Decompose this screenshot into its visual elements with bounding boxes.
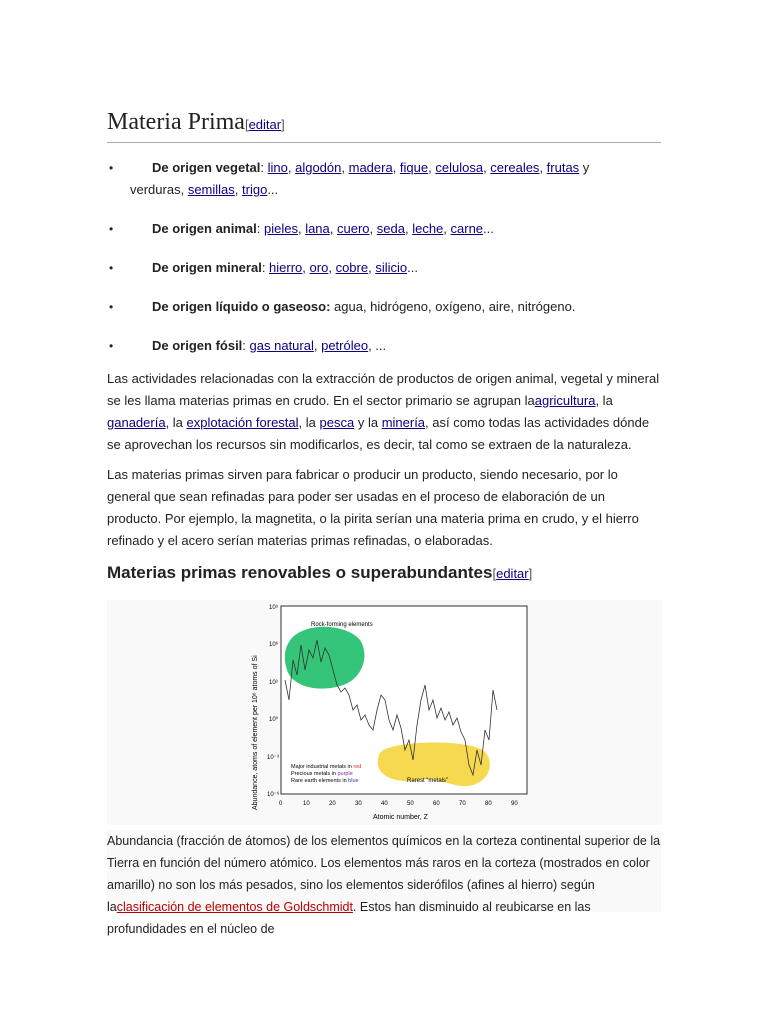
link-petroleo[interactable]: petróleo (321, 338, 369, 353)
link-pesca[interactable]: pesca (319, 415, 355, 430)
paragraph-text: , la (298, 415, 320, 430)
bracket-close: ] (281, 117, 285, 132)
edit-link[interactable]: editar (496, 566, 529, 581)
link-cobre[interactable]: cobre (335, 260, 369, 275)
link-lino[interactable]: lino (267, 160, 288, 175)
x-tick: 20 (329, 801, 336, 807)
edit-link[interactable]: editar (248, 117, 282, 132)
link-carne[interactable]: carne (450, 221, 484, 236)
x-tick: 70 (459, 801, 466, 807)
origin-label: De origen fósil (152, 338, 243, 353)
origin-label: De origen líquido o gaseoso: (152, 299, 331, 314)
link-fique[interactable]: fique (399, 160, 429, 175)
list-item-mineral: • De origen mineral: hierro, oro, cobre, silicio... (107, 257, 661, 279)
list-text: agua, hidrógeno, oxígeno, aire, nitrógeno. (330, 299, 576, 314)
origin-label: De origen animal (152, 221, 257, 236)
bracket-open: [ (244, 117, 249, 132)
legend-ree (291, 778, 359, 784)
bullet: • (109, 261, 114, 275)
rarest-metals-label: Rarest “metals” (407, 778, 449, 784)
legend-precious (291, 771, 353, 777)
link-hierro[interactable]: hierro (269, 260, 303, 275)
paragraph-actividades (107, 368, 661, 456)
link-madera[interactable]: madera (348, 160, 393, 175)
section-title: Materias primas renovables o superabundantes (107, 563, 493, 582)
y-tick: 10⁶ (269, 642, 279, 648)
link-cereales[interactable]: cereales (490, 160, 540, 175)
y-tick: 10³ (269, 680, 278, 686)
paragraph-text: Las actividades relacionadas con la extracción de productos de origen animal, vegetal y mineral se les llama materias primas en crudo. En el sector primario se agrupan la (107, 371, 660, 408)
x-tick: 80 (485, 801, 492, 807)
paragraph-text: y la (354, 415, 382, 430)
legend-color-word: red (353, 764, 362, 770)
list-item-liquido-gaseoso (107, 296, 661, 318)
section-heading-renovables (107, 560, 661, 587)
list-item-animal: • De origen animal: pieles, lana, cuero, seda, leche, carne... (107, 218, 661, 240)
y-tick: 10⁹ (269, 605, 279, 611)
rock-forming-region (285, 627, 365, 689)
figure-caption (107, 830, 661, 936)
link-algodon[interactable]: algodón (295, 160, 342, 175)
caption-text: Abundancia (fracción de átomos) de los elementos químicos en la corteza continental superior de la Tierra en función del número atómico. Los elementos más raros en la corteza (mostrados en color amarillo) no son los más pesados, sino los elementos siderófilos (afines al hierro) según la (107, 834, 661, 914)
origin-label: De origen vegetal (152, 160, 261, 175)
link-gas-natural[interactable]: gas natural (249, 338, 314, 353)
bullet: • (109, 161, 114, 175)
x-tick: 30 (355, 801, 362, 807)
bullet: • (109, 222, 114, 236)
legend-text: Major industrial metals in (291, 764, 354, 770)
link-trigo[interactable]: trigo (242, 182, 268, 197)
link-seda[interactable]: seda (376, 221, 405, 236)
link-cuero[interactable]: cuero (337, 221, 370, 236)
x-tick: 10 (303, 801, 310, 807)
link-clasificacion-goldschmidt[interactable]: clasificación de elementos de Goldschmidt (116, 900, 353, 914)
x-tick: 60 (433, 801, 440, 807)
section-title: Materia Prima (107, 109, 245, 135)
abundance-figure[interactable] (107, 600, 662, 825)
paragraph-text: , así como todas las actividades dónde se aprovechan los recursos sin modificarlos, es decir, tal como se extraen de la naturaleza. (107, 415, 650, 452)
link-explotacion-forestal[interactable]: explotación forestal (186, 415, 299, 430)
y-tick: 10⁻³ (267, 755, 279, 761)
list-text: verduras, (130, 182, 188, 197)
x-tick: 40 (381, 801, 388, 807)
edit-section-link-wrapper (245, 117, 285, 132)
x-tick: 90 (511, 801, 518, 807)
x-tick: 50 (407, 801, 414, 807)
link-agricultura[interactable]: agricultura (534, 393, 596, 408)
link-oro[interactable]: oro (309, 260, 329, 275)
list-continuation: verduras, semillas, trigo... (130, 182, 279, 197)
legend-text: Rare earth elements in (291, 778, 349, 784)
origin-label: De origen mineral (152, 260, 262, 275)
x-axis-label: Atomic number, Z (373, 814, 428, 821)
x-tick: 0 (279, 801, 283, 807)
link-silicio[interactable]: silicio (375, 260, 408, 275)
link-ganaderia[interactable]: ganadería (107, 415, 166, 430)
link-celulosa[interactable]: celulosa (435, 160, 484, 175)
bracket-open: [ (492, 566, 497, 581)
origin-list (107, 157, 661, 357)
y-tick: 10⁻⁶ (267, 792, 280, 798)
paragraph-text: , la (595, 393, 613, 408)
legend-text: Precious metals in (291, 771, 338, 777)
bracket-close: ] (528, 566, 533, 581)
link-frutas[interactable]: frutas (546, 160, 580, 175)
abundance-chart (245, 600, 535, 825)
list-text: ... (483, 221, 494, 236)
legend-industrial (291, 764, 361, 770)
list-item-vegetal: • De origen vegetal: lino, algodón, madera, fique, celulosa, cereales, frutas y verduras, semillas, trigo... (107, 157, 661, 201)
rock-forming-label: Rock-forming elements (311, 622, 373, 628)
list-text: ... (267, 182, 279, 197)
legend-color-word: blue (348, 778, 359, 784)
link-leche[interactable]: leche (412, 221, 444, 236)
caption-text: . Estos han disminuido al reubicarse en las profundidades en el núcleo de (107, 900, 591, 936)
link-lana[interactable]: lana (305, 221, 330, 236)
list-text: , ... (368, 338, 387, 353)
paragraph-text: , la (165, 415, 187, 430)
article-content (107, 108, 661, 587)
list-item-fosil: • De origen fósil: gas natural, petróleo, ... (107, 335, 661, 357)
edit-section-link-wrapper (492, 566, 532, 581)
paragraph-materias-primas: Las materias primas sirven para fabricar o producir un producto, siendo necesario, por lo general que sean refinadas para poder ser usadas en el proceso de elaboración de un producto. Por ejemplo, la magnetita, o la pirita serían una materia prima en crudo, y el hierro refinado y el acero serían materias primas refinadas, o elaboradas. (107, 467, 639, 548)
legend-color-word: purple (337, 771, 353, 777)
bullet: • (109, 300, 114, 314)
list-text: y (579, 160, 590, 175)
link-mineria[interactable]: minería (381, 415, 426, 430)
y-axis-label: Abundance, atoms of element per 10⁶ atoms of Si (252, 655, 259, 810)
bullet: • (109, 339, 114, 353)
section-heading-materia-prima (107, 108, 661, 143)
link-pieles[interactable]: pieles (263, 221, 298, 236)
y-tick: 10⁰ (269, 717, 279, 723)
link-semillas[interactable]: semillas (187, 182, 235, 197)
list-text: ... (407, 260, 418, 275)
